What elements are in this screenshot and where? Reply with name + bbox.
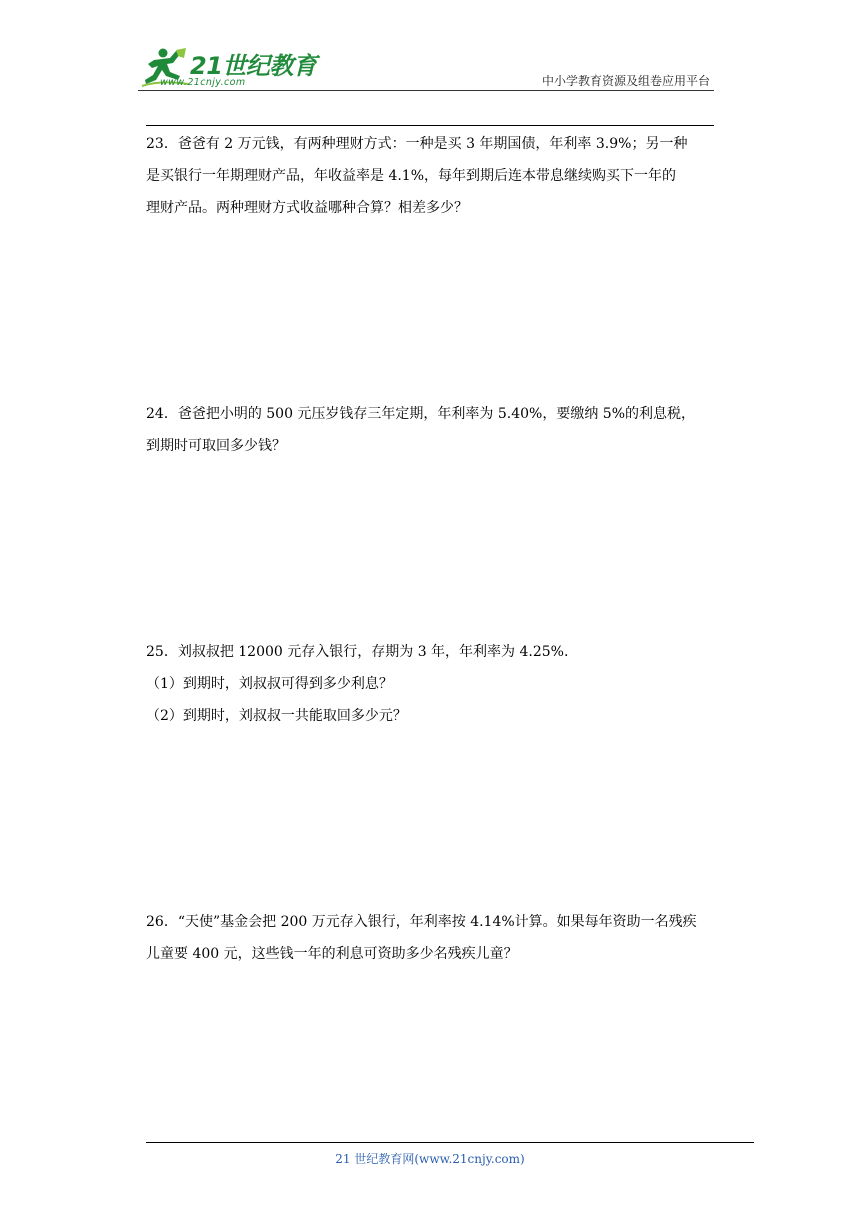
question-line: 是买银行一年期理财产品，年收益率是 4.1%，每年到期后连本带息继续购买下一年的 [146, 168, 677, 184]
content-top-divider [146, 125, 714, 126]
logo-url: www.21cnjy.com [160, 77, 246, 88]
question-24 [146, 398, 718, 462]
question-23 [146, 128, 718, 224]
question-line: 理财产品。两种理财方式收益哪种合算？相差多少？ [146, 200, 468, 216]
question-line: 儿童要 400 元，这些钱一年的利息可资助多少名残疾儿童？ [146, 946, 518, 962]
question-line: 26．“天使”基金会把 200 万元存入银行，年利率按 4.14%计算。如果每年资助一名残疾 [146, 914, 697, 930]
header-divider [138, 90, 714, 91]
question-25 [146, 636, 718, 732]
footer-link[interactable]: 21 世纪教育网(www.21cnjy.com) [335, 1152, 525, 1166]
question-line: 25．刘叔叔把 12000 元存入银行，存期为 3 年，年利率为 4.25%. [146, 644, 569, 660]
site-logo[interactable] [140, 44, 317, 90]
question-line: 到期时可取回多少钱？ [146, 438, 286, 454]
question-subpart: （2）到期时，刘叔叔一共能取回多少元？ [146, 708, 407, 724]
logo-text: 21世纪教育 [190, 52, 317, 80]
footer-divider [146, 1142, 754, 1143]
header-platform-text: 中小学教育资源及组卷应用平台 [541, 74, 710, 88]
question-line: 23．爸爸有 2 万元钱，有两种理财方式：一种是买 3 年期国债，年利率 3.9%；另一种 [146, 136, 688, 152]
page-header [140, 40, 712, 92]
question-26 [146, 906, 718, 970]
question-subpart: （1）到期时，刘叔叔可得到多少利息？ [146, 676, 393, 692]
question-line: 24．爸爸把小明的 500 元压岁钱存三年定期，年利率为 5.40%，要缴纳 5%的利息税， [146, 406, 696, 422]
